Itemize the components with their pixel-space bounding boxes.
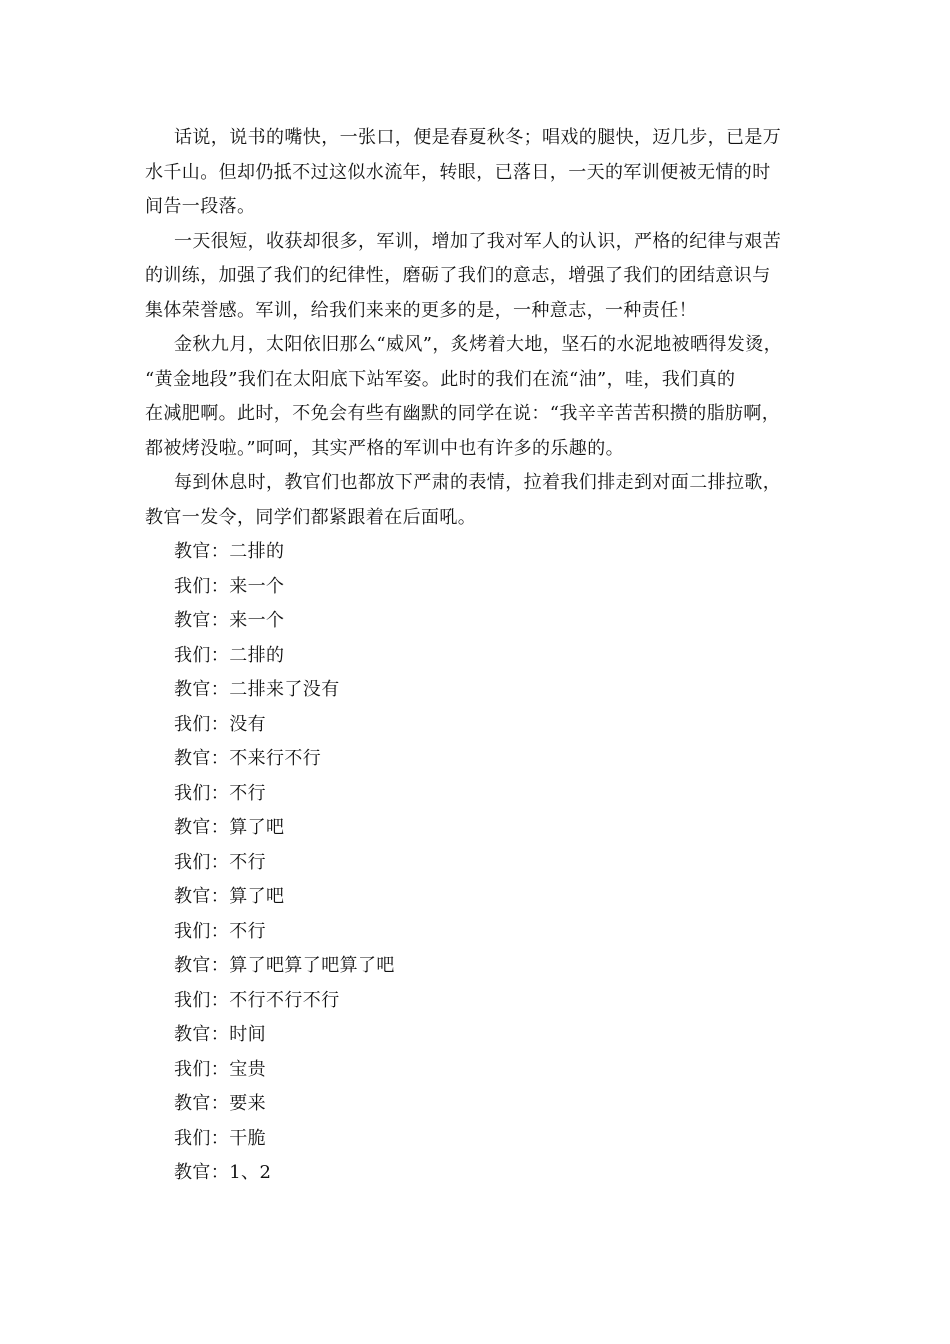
text-line: 教官一发令，同学们都紧跟着在后面吼。 xyxy=(145,506,477,528)
text-line: 我们：没有 xyxy=(174,713,266,735)
text-line: 我们：来一个 xyxy=(174,575,285,597)
text-line: 的训练，加强了我们的纪律性，磨砺了我们的意志，增强了我们的团结意识与 xyxy=(145,265,771,286)
text-line: 集体荣誉感。军训，给我们来来的更多的是，一种意志，一种责任！ xyxy=(145,299,697,321)
text-line: 都被烤没啦。”呵呵，其实严格的军训中也有许多的乐趣的。 xyxy=(145,437,624,459)
text-line: 水千山。但却仍抵不过这似水流年，转眼，已落日，一天的军训便被无情的时 xyxy=(145,161,771,183)
text-line: 间告一段落。 xyxy=(145,196,256,217)
essay-body xyxy=(145,121,815,1191)
text-line: 教官：不来行不行 xyxy=(174,748,322,769)
text-line: 教官：算了吧算了吧算了吧 xyxy=(174,955,395,976)
text-line: 一天很短，收获却很多，军训，增加了我对军人的认识，严格的纪律与艰苦 xyxy=(174,230,782,252)
text-line: 教官：来一个 xyxy=(174,610,285,631)
text-line: 教官：算了吧 xyxy=(174,817,285,838)
text-line: 教官：1、2 xyxy=(174,1162,272,1183)
text-line: 教官：算了吧 xyxy=(174,886,285,907)
text-line: 我们：二排的 xyxy=(174,644,285,666)
text-line: 我们：不行 xyxy=(174,782,266,804)
text-line: 我们：不行不行不行 xyxy=(174,989,340,1011)
text-line: 教官：要来 xyxy=(174,1093,266,1114)
text-line: “黄金地段”我们在太阳底下站军姿。此时的我们在流“油”，哇，我们真的 xyxy=(145,368,736,390)
text-line: 金秋九月，太阳依旧那么“威风”，炙烤着大地，坚石的水泥地被晒得发烫， xyxy=(174,334,783,355)
text-line: 我们：干脆 xyxy=(174,1127,266,1149)
text-line: 我们：不行 xyxy=(174,851,266,873)
text-line: 我们：不行 xyxy=(174,920,266,942)
text-line: 教官：二排来了没有 xyxy=(174,679,340,700)
text-line: 话说，说书的嘴快，一张口，便是春夏秋冬；唱戏的腿快，迈几步，已是万 xyxy=(174,127,782,148)
text-line: 教官：二排的 xyxy=(174,541,285,562)
text-line: 教官：时间 xyxy=(174,1024,266,1045)
text-line: 每到休息时，教官们也都放下严肃的表情，拉着我们排走到对面二排拉歌， xyxy=(174,472,782,493)
text-line: 我们：宝贵 xyxy=(174,1058,266,1080)
text-line: 在减肥啊。此时，不免会有些有幽默的同学在说：“我辛辛苦苦积攒的脂肪啊， xyxy=(145,403,781,424)
